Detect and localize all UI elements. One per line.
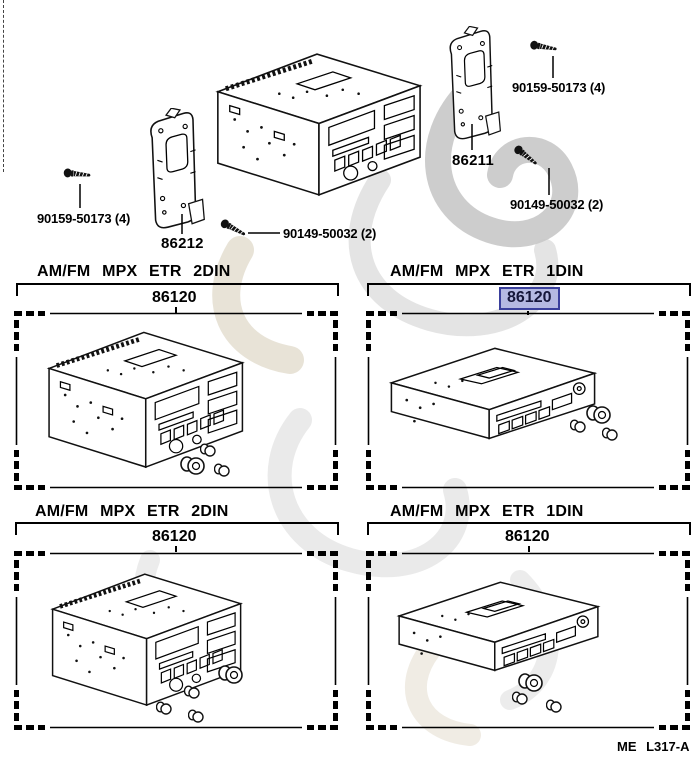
part-label-bracket-right[interactable]: 86211 <box>452 152 494 169</box>
part-label-screw-right[interactable]: 90159-50173 (4) <box>512 80 606 95</box>
radio-unit-drawing <box>218 54 420 195</box>
drawing-code: ME L317-A <box>617 739 690 754</box>
part-label-bracket-left[interactable]: 86212 <box>161 235 204 252</box>
bolt-left-drawing <box>219 218 247 238</box>
radio-1din-drawing <box>399 582 598 670</box>
quadrant-box-2din-top <box>14 311 338 490</box>
group-title-2din-top: AM/FM MPX ETR 2DIN <box>37 263 231 280</box>
group-title-2din-bottom: AM/FM MPX ETR 2DIN <box>35 503 229 520</box>
part-label-bolt-right[interactable]: 90149-50032 (2) <box>510 197 604 212</box>
group-title-1din-top: AM/FM MPX ETR 1DIN <box>390 263 584 280</box>
quadrant-box-1din-bottom <box>366 551 690 730</box>
part-number-86120-q2-highlighted[interactable]: 86120 <box>499 287 560 310</box>
screw-left-drawing <box>63 168 91 180</box>
bolt-right-drawing <box>513 144 540 168</box>
screw-right-drawing <box>530 40 558 53</box>
group-title-1din-bottom: AM/FM MPX ETR 1DIN <box>390 503 584 520</box>
part-number-86120-q1[interactable]: 86120 <box>152 289 197 306</box>
quadrant-box-1din-top <box>366 311 690 490</box>
radio-2din-drawing <box>53 574 241 705</box>
bracket-left-drawing <box>151 108 204 228</box>
bracket-right-drawing <box>450 26 500 138</box>
part-number-86120-q4[interactable]: 86120 <box>505 528 550 545</box>
part-label-screw-left[interactable]: 90159-50173 (4) <box>37 211 131 226</box>
part-number-86120-q3[interactable]: 86120 <box>152 528 197 545</box>
radio-1din-drawing <box>391 348 594 438</box>
quadrant-box-2din-bottom <box>14 551 338 730</box>
part-label-bolt-left[interactable]: 90149-50032 (2) <box>283 226 377 241</box>
